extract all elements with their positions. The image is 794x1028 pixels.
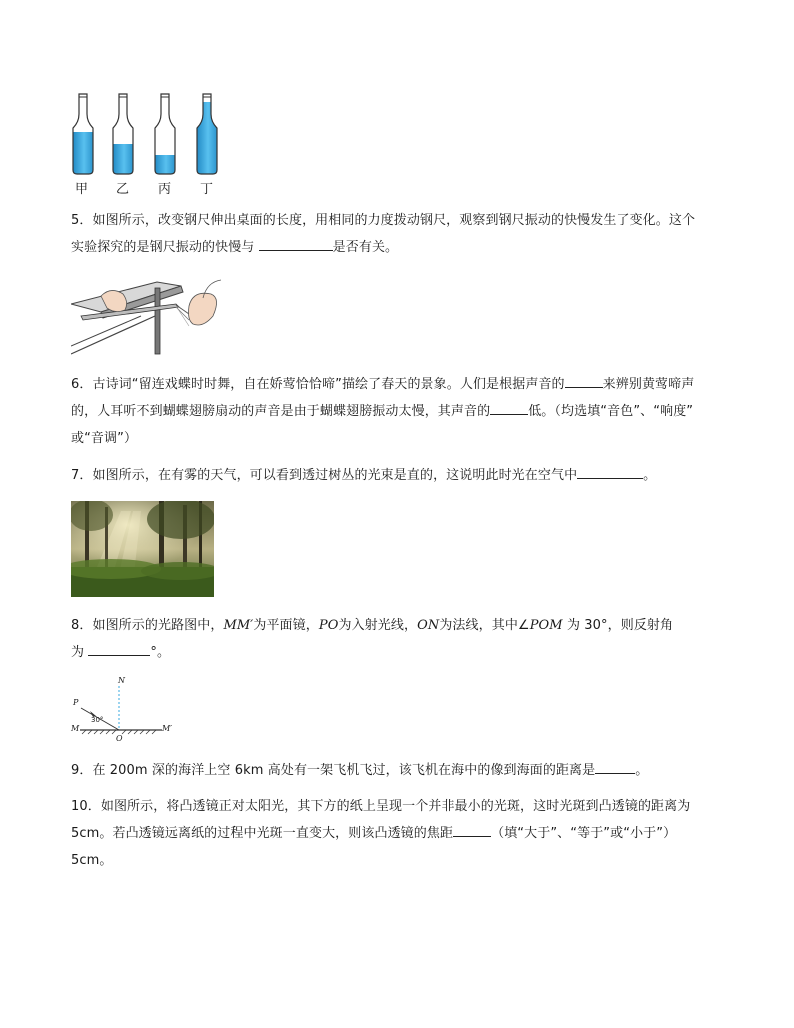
label-n: N bbox=[118, 676, 125, 685]
bottles-illustration bbox=[64, 92, 224, 178]
label-o: O bbox=[116, 734, 123, 743]
q6-line2: 的，人耳听不到蝴蝶翅膀扇动的声音是由于蝴蝶翅膀振动太慢，其声音的 低。（均选填“音色”、“响度” bbox=[71, 398, 731, 425]
ruler-illustration bbox=[71, 276, 231, 356]
forest-illustration bbox=[71, 501, 214, 597]
q9-line1: 9．在 200m 深的海洋上空 6km 高处有一架飞机飞过，该飞机在海中的像到海面的距离是 。 bbox=[71, 757, 731, 784]
q8-line1: 8．如图所示的光路图中，MM′为平面镜，PO为入射光线，ON为法线，其中∠POM 为 30°，则反射角 bbox=[71, 618, 674, 633]
label-angle: 30° bbox=[91, 716, 104, 724]
q10-line3: 5cm。 bbox=[71, 853, 113, 868]
question-10 bbox=[71, 793, 731, 874]
q5-line1: 5．如图所示，改变钢尺伸出桌面的长度，用相同的力度拨动钢尺，观察到钢尺振动的快慢发生了变化。这个 bbox=[71, 213, 696, 228]
label-p: P bbox=[73, 698, 79, 707]
bottle-label-yi: 乙 bbox=[116, 182, 130, 197]
question-8 bbox=[71, 612, 731, 666]
q6-answer-blank-1[interactable] bbox=[565, 373, 603, 388]
q7-line1: 7．如图所示，在有雾的天气，可以看到透过树丛的光束是直的，这说明此时光在空气中 。 bbox=[71, 462, 731, 489]
bottle-yi bbox=[112, 94, 136, 176]
q5-line2: 实验探究的是钢尺振动的快慢与 是否有关。 bbox=[71, 234, 731, 261]
q7-answer-blank[interactable] bbox=[577, 464, 643, 479]
mirror-ray-illustration bbox=[66, 676, 186, 746]
bottle-label-jia: 甲 bbox=[75, 182, 89, 197]
question-5 bbox=[71, 207, 731, 261]
q8-answer-blank[interactable] bbox=[88, 641, 150, 656]
forest-photo bbox=[71, 501, 214, 597]
q10-answer-blank[interactable] bbox=[453, 822, 491, 837]
question-9 bbox=[71, 757, 731, 784]
question-6 bbox=[71, 371, 731, 452]
bottle-label-bing: 丙 bbox=[158, 182, 172, 197]
q6-line1: 6．古诗词“留连戏蝶时时舞，自在娇莺恰恰啼”描绘了春天的景象。人们是根据声音的 来辨别黄莺啼声 bbox=[71, 371, 731, 398]
q9-answer-blank[interactable] bbox=[595, 759, 635, 774]
bottle-ding bbox=[196, 94, 220, 176]
label-m: M bbox=[71, 724, 80, 733]
q8-line2: 为 °。 bbox=[71, 639, 731, 666]
question-7 bbox=[71, 462, 731, 489]
q10-line1: 10．如图所示，将凸透镜正对太阳光，其下方的纸上呈现一个并非最小的光斑，这时光斑到凸透镜的距离为 bbox=[71, 799, 691, 814]
ruler-table-figure bbox=[71, 276, 231, 356]
q10-line2: 5cm。若凸透镜远离纸的过程中光斑一直变大，则该凸透镜的焦距 （填“大于”、“等于”或“小于”） bbox=[71, 820, 731, 847]
bottle-bing bbox=[154, 94, 178, 176]
bottle-label-ding: 丁 bbox=[200, 182, 214, 197]
q5-answer-blank[interactable] bbox=[259, 236, 333, 251]
q6-line3: 或“音调”） bbox=[71, 431, 138, 446]
q6-answer-blank-2[interactable] bbox=[490, 400, 528, 415]
label-m-prime: M′ bbox=[162, 724, 173, 733]
bottle-jia bbox=[72, 94, 96, 176]
mirror-diagram bbox=[66, 676, 186, 746]
